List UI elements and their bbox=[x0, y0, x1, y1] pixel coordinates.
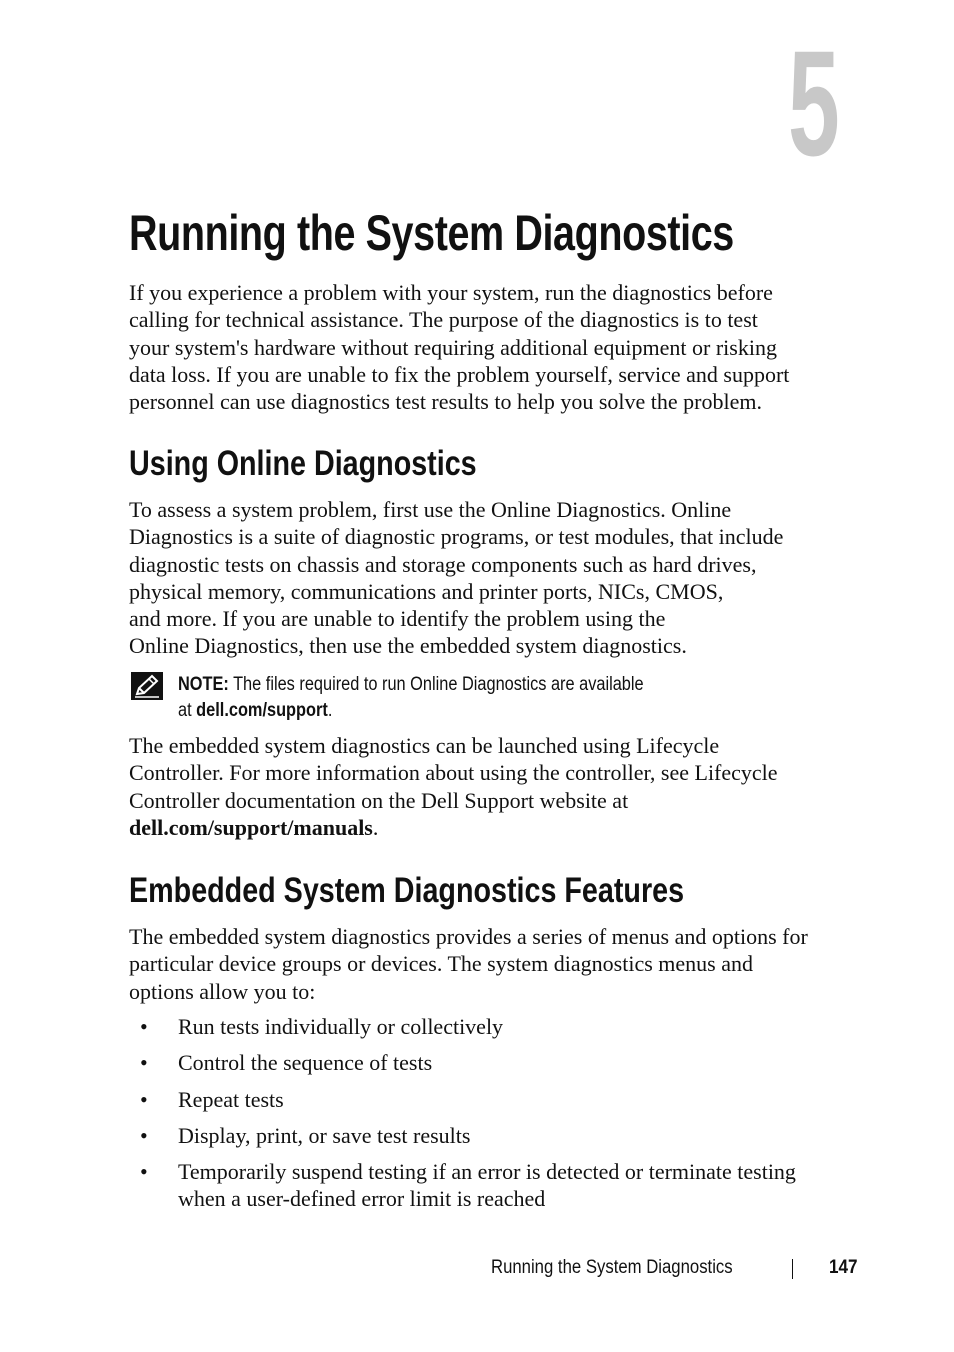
lifecycle-line: The embedded system diagnostics can be launched using Lifecycle bbox=[129, 733, 720, 758]
embedded-diagnostics-paragraph bbox=[129, 923, 808, 1005]
bullet-icon: • bbox=[140, 1014, 148, 1039]
note-suffix: . bbox=[327, 700, 333, 721]
online-line: To assess a system problem, first use the Online Diagnostics. Online bbox=[129, 497, 732, 522]
intro-line: your system's hardware without requiring additional equipment or risking bbox=[129, 334, 777, 360]
lifecycle-line: Controller. For more information about using the controller, see Lifecycle bbox=[129, 760, 778, 786]
intro-line: If you experience a problem with your system, run the diagnostics before bbox=[129, 280, 773, 305]
section-heading-embedded-diagnostics: Embedded System Diagnostics Features bbox=[129, 871, 685, 910]
lifecycle-line: Controller documentation on the Dell Support website at bbox=[129, 787, 629, 813]
online-line: and more. If you are unable to identify the problem using the bbox=[129, 606, 666, 632]
bullet-icon: • bbox=[140, 1086, 148, 1112]
intro-line: data loss. If you are unable to fix the problem yourself, service and support bbox=[129, 361, 790, 387]
list-item bbox=[129, 1122, 869, 1149]
online-line: Online Diagnostics, then use the embedded system diagnostics. bbox=[129, 633, 687, 659]
online-line: Diagnostics is a suite of diagnostic programs, or test modules, that include bbox=[129, 524, 784, 550]
list-item-text: Run tests individually or collectively bbox=[178, 1014, 504, 1039]
lifecycle-suffix: . bbox=[372, 814, 379, 840]
list-item-text: Temporarily suspend testing if an error is detected or terminate testing bbox=[178, 1159, 796, 1185]
online-diagnostics-paragraph bbox=[129, 496, 783, 660]
bullet-icon: • bbox=[140, 1050, 148, 1076]
list-item-text: Repeat tests bbox=[178, 1086, 284, 1112]
note-line-2 bbox=[178, 698, 644, 724]
note-prefix: at bbox=[178, 700, 197, 721]
list-item-text: Display, print, or save test results bbox=[178, 1122, 471, 1148]
features-list bbox=[129, 1013, 869, 1222]
embedded-line: particular device groups or devices. The system diagnostics menus and bbox=[129, 951, 753, 977]
section-heading-online-diagnostics: Using Online Diagnostics bbox=[129, 444, 477, 483]
intro-line: calling for technical assistance. The purpose of the diagnostics is to test bbox=[129, 307, 758, 333]
page-footer bbox=[0, 1255, 954, 1281]
list-item bbox=[129, 1049, 869, 1076]
note-label: NOTE: bbox=[178, 674, 229, 695]
intro-line: personnel can use diagnostics test results to help you solve the problem. bbox=[129, 389, 762, 415]
embedded-line: options allow you to: bbox=[129, 978, 316, 1004]
list-item bbox=[129, 1158, 869, 1213]
note-pencil-icon bbox=[131, 672, 163, 700]
embedded-line: The embedded system diagnostics provides a series of menus and options for bbox=[129, 924, 808, 949]
online-line: physical memory, communications and printer ports, NICs, CMOS, bbox=[129, 578, 724, 604]
bullet-icon: • bbox=[140, 1159, 148, 1185]
list-item-text: Control the sequence of tests bbox=[178, 1050, 433, 1076]
chapter-number: 5 bbox=[788, 19, 840, 187]
intro-paragraph bbox=[129, 279, 789, 415]
list-item bbox=[129, 1013, 869, 1040]
footer-title: Running the System Diagnostics bbox=[491, 1257, 733, 1278]
lifecycle-controller-paragraph bbox=[129, 732, 778, 841]
lifecycle-line-link bbox=[129, 814, 778, 841]
page-number: 147 bbox=[829, 1257, 858, 1278]
dell-support-manuals-link[interactable]: dell.com/support/manuals bbox=[129, 814, 373, 840]
list-item-text: when a user-defined error limit is reached bbox=[178, 1186, 546, 1212]
online-line: diagnostic tests on chassis and storage components such as hard drives, bbox=[129, 551, 757, 577]
page-title: Running the System Diagnostics bbox=[129, 205, 734, 261]
footer-divider bbox=[792, 1259, 793, 1279]
note-text bbox=[178, 672, 644, 724]
bullet-icon: • bbox=[140, 1122, 148, 1148]
note-message: The files required to run Online Diagnostics are available bbox=[228, 674, 644, 695]
list-item bbox=[129, 1086, 869, 1113]
dell-support-link[interactable]: dell.com/support bbox=[196, 700, 328, 721]
note-line-1 bbox=[178, 672, 644, 698]
